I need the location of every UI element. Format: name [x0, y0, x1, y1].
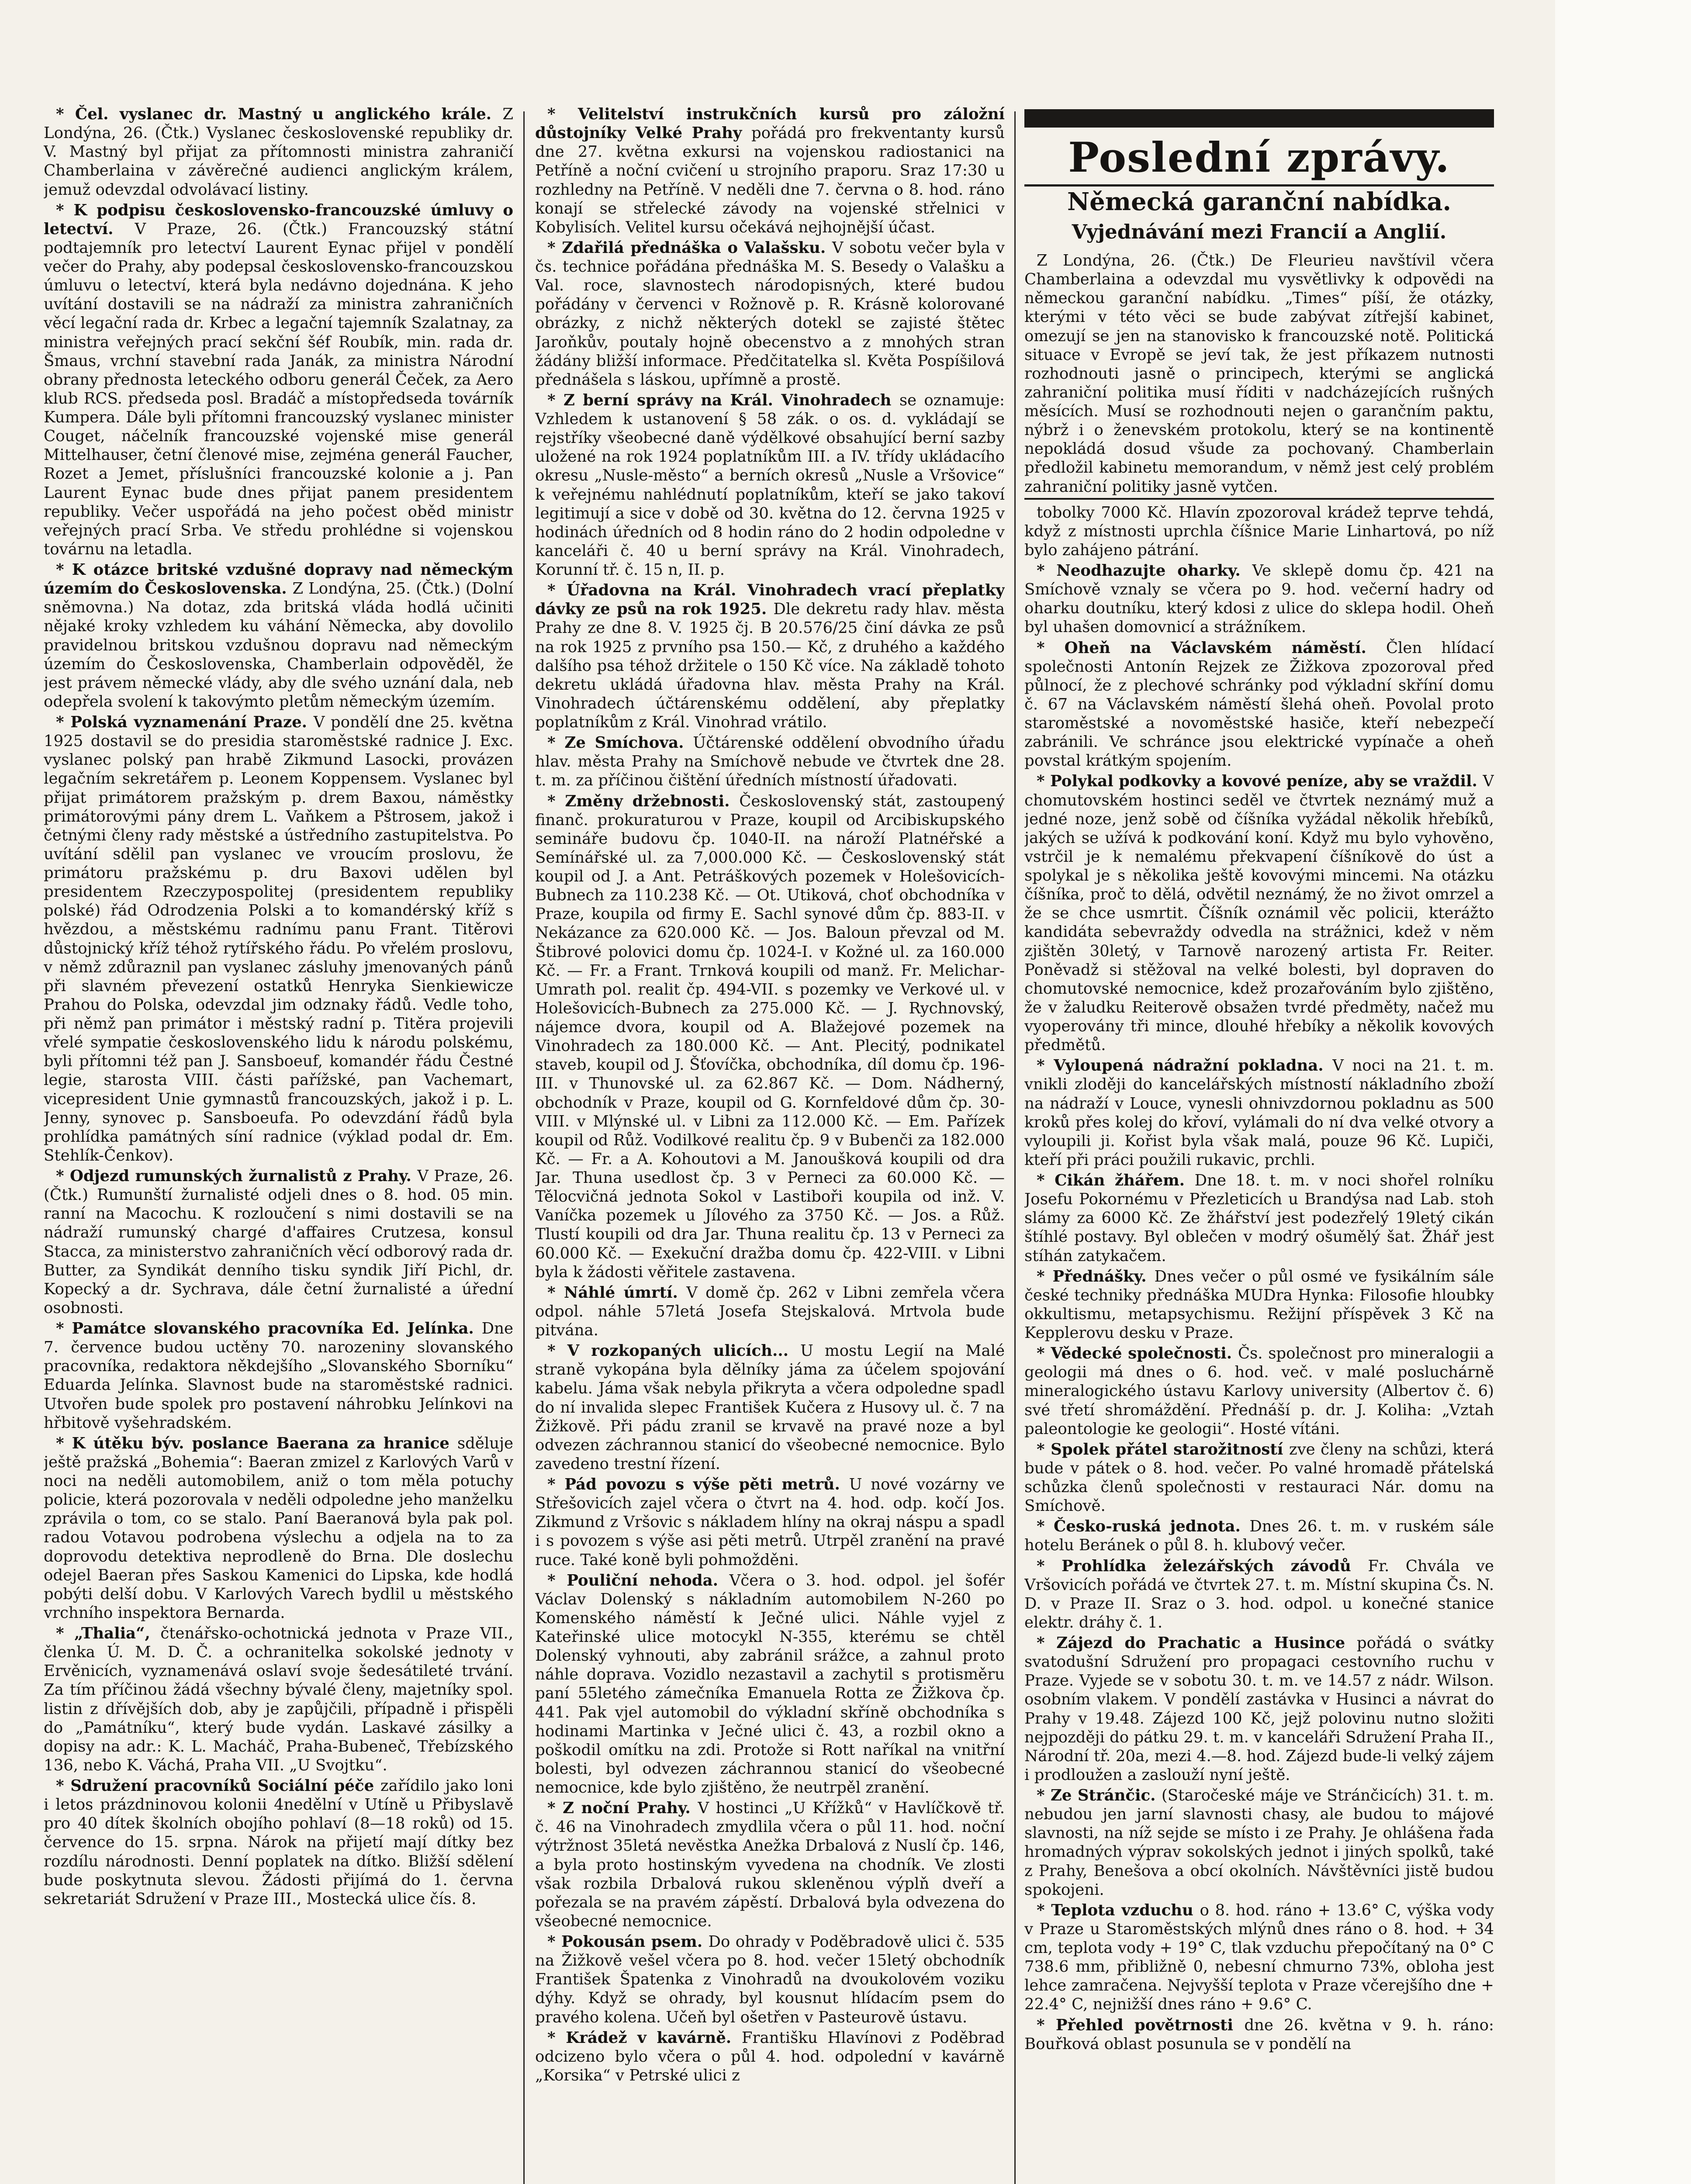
- news-item: [1024, 1557, 1494, 1632]
- news-item: [1024, 1344, 1494, 1438]
- news-item-heading: * Oheň na Václavském náměstí.: [1037, 639, 1386, 657]
- news-item-heading: * Vyloupená nádražní pokladna.: [1037, 1057, 1333, 1075]
- news-item-text: V domě čp. 262 v Libni zemřela včera odpol. náhle 57letá Josefa Stejskalová. Mrtvola bude pitvána.: [535, 1283, 1005, 1339]
- news-item-text: V noci na 21. t. m. vnikli zloději do kancelářských místností nákladního zboží na nádraží v Louce, vynesli ohnivzdornou pokladnu as 500 kroků přes kolej do křoví, vylámali do ní dva velké otvory a vyloupili ji. Kořist byla však malá, pouze 96 Kč. Lupiči, kteří při práci použili rukavic, prchli.: [1024, 1057, 1494, 1169]
- news-item-heading: * Pokousán psem.: [547, 1933, 709, 1951]
- news-item-heading: * Zdařilá přednáška o Valašsku.: [547, 238, 832, 257]
- news-item: [44, 1319, 513, 1432]
- news-item-heading: * Pád povozu s výše pěti metrů.: [547, 1476, 849, 1493]
- news-item-heading: * K otázce britské vzdušné dopravy nad německým územím do Československa.: [44, 561, 513, 598]
- news-item-text: (Staročeské máje ve Stránčicích) 31. t. m. nebudou jen jarní slavnosti chasy, ale budou to májové slavnosti, na níž sejde se místo i ze Prahy. Je ohlášena řada hromadných výprav sokolských jednot i jiných spolků, také z Prahy, Benešova a obcí okolních. Návštěvníci jistě budou spokojeni.: [1024, 1787, 1494, 1899]
- news-item-text: Do ohrady v Poděbradově ulici č. 535 na Žižkově vešel včera po 8. hod. večer 15letý obchodník František Špatenka z Vinohradů na dvoukolovém voziku dýhy. Když se ohrady, byl kousnut hlídacím psem do pravého kolena. Učeň byl ošetřen v Pasteurově ústavu.: [535, 1933, 1005, 2026]
- news-item-text: U mostu Legií na Malé straně vykopána byla dělníky jáma za účelem spojování kabelu. Jáma však nebyla přikryta a včera odpoledne spadl do ní invalida slepec František Kučera z Husovy ul. č. 7 na Žižkově. Při pádu zranil se krvavě na pravé noze a byl odvezen záchrannou stanicí do všeobecné nemocnice. Bylo zavedeno trestní řízení.: [535, 1342, 1005, 1473]
- news-item-text: Účtárenské oddělení obvodního úřadu hlav. města Prahy na Smíchově nebude ve čtvrtek dne 28. t. m. za příčinou čištění úředních místností úřadovati.: [535, 734, 1005, 790]
- section-masthead: Poslední zprávy.: [1068, 134, 1450, 182]
- news-item-text: V hostinci „U Křížků“ v Havlíčkově tř. č. 46 na Vinohradech zmydlila včera o půl 11. hod. noční výtržnost 35letá nevěstka Anežka Drbalová z Nuslí čp. 146, a byla proto hostinským vyvedena na chodník. Ve zlosti však rozbila Drbalová rukou skleněnou výplň dveří a pořezala se na pravém zápěstí. Drbalová byla odvezena do všeobecné nemocnice.: [535, 1799, 1005, 1930]
- news-item: [1024, 1517, 1494, 1555]
- news-item-text: pořádá o svátky svatodušní Sdružení pro propagaci cestovního ruchu v Praze. Vyjede se v sobotu 30. t. m. ve 14.57 z nádr. Wilson. osobním vlakem. V pondělí zastávka v Husinci a návrat do Prahy v 19.48. Zájezd 100 Kč, jejž polovinu nutno složiti nejpozději do pátku 29. t. m. v kanceláři Sdružení Praha II., Národní tř. 20a, mezi 4.—8. hod. Zájezd bude-li velký zájem i prodloužen a zaslouží nyní ještě.: [1024, 1634, 1494, 1784]
- news-item-text: dne 26. května v 9. h. ráno: Bouřková oblast posunula se v pondělí na: [1024, 2016, 1494, 2053]
- news-item-text: Fr. Chvála ve Vršovicích pořádá ve čtvrtek 27. t. m. Místní skupina Čs. N. D. v Praze II. Sraz o 3. hod. odpol. u konečné stanice elektr. dráhy č. 1.: [1024, 1557, 1494, 1631]
- news-item-text: zve členy na schůzi, která bude v pátek o 8. hod. večer. Po valné hromadě přátelská schůzka členů společnosti v restauraci Nár. domu na Smíchově.: [1024, 1440, 1494, 1515]
- news-item-text: Z Londýna, 25. (Čtk.) (Dolní sněmovna.) Na dotaz, zda britská vláda hodlá učiniti nějaké kroky vzhledem ku váhání Německa, aby dovolilo pravidelnou britskou vzdušnou dopravu nad německým územím do Československa, Chamberlain odpověděl, že jest právem německé vlády, aby dle svého uznání dala, neb odepřela svolení k takovýmto pletům německým územím.: [44, 580, 513, 711]
- masthead-top-band: [1024, 109, 1494, 128]
- news-item-heading: * Památce slovanského pracovníka Ed. Jelínka.: [56, 1320, 482, 1337]
- column-left: [44, 105, 513, 2184]
- news-item-heading: * Úřadovna na Král. Vinohradech vrací přeplatky dávky ze psů na rok 1925.: [535, 581, 1005, 619]
- news-item-heading: * K útěku býv. poslance Baerana za hranice: [56, 1434, 457, 1452]
- news-item-heading: * Přednášky.: [1037, 1267, 1155, 1286]
- news-item-heading: * Polykal podkovky a kovové peníze, aby se vraždil.: [1037, 772, 1483, 791]
- news-item: [44, 1167, 513, 1317]
- news-item: [44, 1624, 513, 1775]
- news-item-heading: * „Thalia“,: [56, 1624, 161, 1642]
- news-item-text: pořádá pro frekventanty kursů dne 27. května exkursi na vojenskou radiostanici na Petříně a noční cvičení u strojního praporu. Sraz 17:30 u rozhledny na Petříně. V neděli dne 7. června o 8. hod. ráno konají se střelecké závody na vojenské střelnici v Kobylisích. Velitel kursu očekává nejhojnější účast.: [535, 124, 1005, 236]
- news-item-heading: * Odjezd rumunských žurnalistů z Prahy.: [56, 1167, 418, 1185]
- news-item: [1024, 639, 1494, 771]
- column-right: [1024, 251, 1494, 2184]
- news-item-heading: * Sdružení pracovníků Sociální péče: [56, 1777, 380, 1795]
- news-item-text: V Praze, 26. (Čtk.) Francouzský státní podtajemník pro letectví Laurent Eynac přijel v pondělí večer do Prahy, aby podepsal československo-francouzskou úmluvu o letectví, která byla nedávno dojednána. K jeho uvítání dostavili se na nádraží za ministra zahraničních věcí legační rada dr. Krbec a legační tajemník Szalatnay, za ministra veřejných prací sekční šéf Roubík, min. rada dr. Šmaus, vrchní stavební rada Janák, za ministra Národní obrany přednosta leteckého odboru generál Čeček, za Aero klub RCS. předseda posl. Bradáč a místopředseda továrník Kumpera. Dále byli přítomni francouzský vyslanec minister Couget, náčelník francouzské vojenské mise generál Mittelhauser, četní členové mise, zejména generál Faucher, Rozet a Jemet, příslušníci francouzské kolonie a j. Pan Laurent Eynac bude dnes přijat panem presidentem republiky. Večer uspořádá na jeho počest oběd ministr veřejných prací Srba. Ve středu prohlédne si vojenskou továrnu na letadla.: [44, 220, 513, 558]
- news-item-heading: * Česko-ruská jednota.: [1037, 1517, 1250, 1536]
- news-item-heading: * Polská vyznamenání Praze.: [56, 713, 314, 731]
- masthead-rule: [1024, 184, 1494, 187]
- news-item-text: U nové vozárny ve Střešovicích zajel včera o čtvrt na 4. hod. odp. kočí Jos. Zikmund z Vršovic s nákladem hlíny na okraj náspu a spadl i s povozem s výše asi pěti metrů. Utrpěl zranění na pravé ruce. Také koně byli pohmožděni.: [535, 1476, 1005, 1569]
- news-item-text: Včera o 3. hod. odpol. jel šofér Václav Dolenský s nákladním automobilem N-260 po Komenského náměstí k Ječné ulici. Náhle vyjel z Kateřinské ulice motocykl N-355, kterému se chtěl Dolenský vyhnouti, aby zabránil srážce, a zahnul proto náhle doprava. Vozidlo nezastavil a zachytil s protisměru paní 55letého zámečníka Emanuela Rotta ze Žižkova čp. 441. Pak vjel automobil do výkladní skříně obchodníka s hodinami Martinka v Ječné ulici č. 43, a rozbil okno a poškodil omítku na zdi. Protože si Rott naříkal na vnitřní bolesti, byl odvezen záchrannou stanicí do všeobecné nemocnice, kde bylo zjištěno, že neutrpěl zranění.: [535, 1571, 1005, 1797]
- sub-headline: Vyjednávání mezi Francií a Anglií.: [1072, 220, 1447, 243]
- news-item: [1024, 1267, 1494, 1343]
- news-item-text: Člen hlídací společnosti Antonín Rejzek ze Žižkova zpozoroval před půlnocí, že z plechové schránky pod výkladní skříní domu č. 67 na Václavském náměstí šlehá oheň. Povolal proto staroměstské a novoměstské hasiče, kteří nebezpečí zabránili. Ve schránce jsou elektrické vypínače a oheň povstal krátkým spojením.: [1024, 639, 1494, 770]
- news-item: [44, 201, 513, 559]
- news-item: [44, 105, 513, 199]
- news-item: [535, 1475, 1005, 1569]
- news-item: [535, 1283, 1005, 1340]
- news-item: [1024, 503, 1494, 560]
- news-item: [535, 1799, 1005, 1931]
- news-item: [44, 1776, 513, 1908]
- news-item-heading: * Pouliční nehoda.: [547, 1571, 730, 1590]
- news-item-text: Dne 7. července budou uctěny 70. narozeniny slovanského pracovníka, redaktora někdejšího „Slovanského Sborníku“ Eduarda Jelínka. Slavnost bude na staroměstské radnici. Utvořen bude spolek pro postavení náhrobku Jelínkovi na hřbitově vyšehradském.: [44, 1320, 513, 1432]
- news-item-text: Z Londýna, 26. (Čtk.) Vyslanec československé republiky dr. V. Mastný byl přijat za přítomnosti ministra zahraničí Chamberlaina v závěrečné audienci anglickým králem, jemuž odevzdal odvolávací listiny.: [44, 105, 513, 199]
- news-item-text: Dle dekretu rady hlav. města Prahy ze dne 8. V. 1925 čj. B 20.576/25 činí dávka ze psů na rok 1925 z prvního psa 150.— Kč, z druhého a každého dalšího psa téhož držitele o 150 Kč více. Na základě tohoto dekretu ukládá úřadovna hlav. města Prahy na Král. Vinohradech účtárenskému oddělení, aby přeplatky poplatníkům z Král. Vinohrad vrátilo.: [535, 600, 1005, 731]
- news-item-text: se oznamuje: Vzhledem k ustanovení § 58 zák. o os. d. vykládají se rejstříky všeobecné daně výdělkové obsahující berní sazby uložené na rok 1924 poplatníkům III. a IV. třídy ukládacího okresu „Nusle-město“ a berních okresů „Nusle a Vršovice“ k veřejnému nahlédnutí poplatníkům, kteří se jako takoví legitimují a sice v době od 30. května do 12. června 1925 v hodinách úředních od 8 hodin ráno do 2 hodin odpoledne v kanceláři č. 40 u berní správy na Král. Vinohradech, Korunní tř. č. 15 n, II. p.: [535, 391, 1005, 579]
- news-item: [535, 238, 1005, 389]
- news-item: [44, 713, 513, 1165]
- news-item-heading: * Cikán žhářem.: [1037, 1171, 1195, 1189]
- news-item-text: Dnes večer o půl osmé ve fysikálním sále české techniky přednáška MUDra Hynka: Filosofie hloubky okkultismu, metapsychismu. Režijní příspěvek 3 Kč na Kepplerovu desku v Praze.: [1024, 1267, 1494, 1342]
- news-item-text: Čs. společnost pro mineralogii a geologii má dnes o 6. hod. več. v malé posluchárně mineralogického ústavu Karlovy university (Albertov č. 6) své třetí shromáždění. Přednáší p. dr. J. Koliha: „Vztah paleontologie ke geologii“. Hosté vítáni.: [1024, 1344, 1494, 1438]
- news-item-text: tobolky 7000 Kč. Hlavín zpozoroval krádež teprve tehdá, když z místnosti uprchla číšnice Marie Linhartová, po níž bylo zahájeno pátrání.: [1024, 503, 1494, 559]
- news-item-text: V Praze, 26. (Čtk.) Rumunští žurnalisté odjeli dnes o 8. hod. 05 min. ranní na Macochu. K rozloučení s nimi dostavili se na nádraží rumunský chargé d'affaires Crutzesa, konsul Stacca, za ministerstvo zahraničních věcí odborový rada dr. Butter, za Syndikát denního tisku syndik Jiří Pichl, dr. Kopecký a dr. Sychrava, dále četní žurnalisté a úřední osobnosti.: [44, 1167, 513, 1317]
- news-item: [1024, 2016, 1494, 2053]
- news-item-heading: * V rozkopaných ulicích...: [547, 1342, 801, 1360]
- page-margin: [1555, 0, 1691, 2184]
- column-middle: [535, 105, 1005, 2184]
- news-item-heading: * Zájezd do Prachatic a Husince: [1037, 1634, 1357, 1652]
- news-item: [535, 733, 1005, 790]
- news-item-heading: * Z berní správy na Král. Vinohradech: [547, 391, 899, 409]
- news-item-text: Dnes 26. t. m. v ruském sále hotelu Beránek o půl 8. h. klubový večer.: [1024, 1517, 1494, 1555]
- news-item-text: V pondělí dne 25. května 1925 dostavil se do presidia staroměstské radnice J. Exc. vyslanec polský pan hrabě Zikmund Lasocki, provázen legačním sekretářem p. Leonem Koppensem. Vyslanec byl přijat primátorem pražským p. drem Baxou, náměstky primátorovými pány drem L. Vaňkem a Pštrosem, jakož i četnými členy rady městské a ústředního zastupitelstva. Po uvítání sdělil pan vyslanec ve vroucím proslovu, že primátoru pražskému p. dru Baxovi udělen byl presidentem Rzeczypospolitej (presidentem republiky polské) řád Odrodzenia Polski a to komandérský kříž s hvězdou, a městskému radnímu panu Frant. Titěrovi důstojnický kříž téhož rytířského řádu. Po vřelém proslovu, v němž zdůraznil pan vyslanec zásluhy jmenovaných pánů při slavném převezení ostatků Henryka Sienkiewicze Prahou do Polska, odevzdal jim odznaky řádů. Vedle toho, při němž pan primátor i městský radní p. Titěra projevili vřelé sympatie československého lidu k národu polskému, byli přítomni též pan J. Sansboeuf, komandér řádu Čestné legie, starosta VIII. části pařížské, pan Vachemart, vicepresident Unie gymnastů francouzských, jakož i p. L. Jenny, synovec p. Sansboeufa. Po odevzdání řádů byla prohlídka památných síní radnice (výklad podal dr. Em. Stehlík-Čenkov).: [44, 713, 513, 1165]
- news-item: [535, 1932, 1005, 2027]
- news-item-heading: * Změny držebnosti.: [547, 792, 740, 810]
- news-item: [1024, 1056, 1494, 1169]
- news-item-heading: * Přehled povětrnosti: [1037, 2016, 1245, 2034]
- news-item: [44, 1434, 513, 1622]
- news-item-text: V sobotu večer byla v čs. technice pořádána přednáška M. S. Besedy o Valašku a Val. roce, slavnostech národopisných, které budou pořádány v červenci v Rožnově p. R. Krásně kolorované obrázky, z nichž některých dotekl se zajisté štětec Jaroňkův, poutaly hojně obecenstvo a z mnohých stran žádány bližší informace. Předčitatelka sl. Květa Pospíšilová přednášela s láskou, upřímně a prostě.: [535, 238, 1005, 389]
- news-item-heading: * Ze Stránčic.: [1037, 1787, 1162, 1804]
- news-item: [535, 105, 1005, 237]
- news-item-heading: * Čel. vyslanec dr. Mastný u anglického krále.: [56, 105, 503, 123]
- news-item: [44, 560, 513, 711]
- news-item-text: Dne 18. t. m. v noci shořel rolníku Josefu Pokornému v Přezleticích u Brandýsa nad Lab. stoh slámy za 6000 Kč. Ze žhářství jest podezřelý 19letý cikán štíhlé postavy. Byl oblečen v modrý ošumělý šat. Žhář jest stíhán zatykačem.: [1024, 1171, 1494, 1265]
- news-item-text: zařídilo jako loni i letos prázdninovou kolonii 4nedělní v Utíně u Přibyslavě pro 40 dítek školních obojího pohlaví (8—18 roků) od 15. července do 15. srpna. Nárok na přijetí mají dítky bez rozdílu národnosti. Denní poplatek na dítko. Bližší sdělení bude poskytnuta slevou. Žádosti přijímá do 1. června sekretariát Sdružení v Praze III., Mostecká ulice čís. 8.: [44, 1777, 513, 1908]
- news-item-text: čtenářsko-ochotnická jednota v Praze VII., členka Ú. M. D. Č. a ochranitelka sokolské jednoty v Ervěnicích, vyznamenává oslaví svoje šedesátileté trvání. Za tím příčinou žádá všechny bývalé členy, majetníky spol. listin z dřívějších dob, aby je zapůjčili, případně i přispěli do „Památníku“, který bude vydán. Laskavé zásilky a dopisy na adr.: K. L. Macháč, Praha-Bubeneč, Třebízského 136, nebo K. Váchá, Praha VII. „U Svojtku“.: [44, 1624, 513, 1774]
- news-item-text: Z Londýna, 26. (Čtk.) De Fleurieu navštívil včera Chamberlaina a odevzdal mu vysvětlivky k odpovědi na německou garanční nabídku. „Times“ píší, že otázky, kterými v této věci se bude zabývat zítřejší kabinet, omezují se jen na stanovisko k francouzské notě. Politická situace v Evropě se jeví tak, že jest příkazem nutnosti rozhodnouti jasně o principech, kterými se anglická zahraniční politika musí říditi v nadcházejících rušných měsících. Musí se rozhodnouti nejen o garančním paktu, nýbrž i o ženevském protokolu, který se na kontinentě nepokládá dosud všude za pochovaný. Chamberlain předložil kabinetu memorandum, v němž jest celý problém zahraniční politiky jasně vytčen.: [1024, 252, 1494, 496]
- news-item-heading: * Z noční Prahy.: [547, 1799, 698, 1818]
- news-item: [1024, 772, 1494, 1054]
- news-item-text: Ve sklepě domu čp. 421 na Smíchově vznaly se včera po 9. hod. večerní hadry od oharku doutníku, který kdosi z ulice do sklepa hodil. Oheň byl uhašen domovnicí a strážníkem.: [1024, 562, 1494, 636]
- news-item-text: sděluje ještě pražská „Bohemia“: Baeran zmizel z Karlových Varů v noci na neděli automobilem, aniž o tom měla potuchy policie, která pozorovala v neděli odpoledne jeho manželku zprávila o tom, co se stalo. Paní Baeranová byla pak pol. radou Votavou podrobena výslechu a odjela na to za doprovodu detektiva neprodleně do Brna. Dle doslechu odejel Baeran přes Saskou Kamenici do Lipska, kde hodlá pobýti delší dobu. V Karlových Varech bydlil u městského vrchního inspektora Bernarda.: [44, 1434, 513, 1622]
- news-item: [535, 391, 1005, 579]
- section-rule: [1024, 498, 1494, 500]
- news-item: [535, 1571, 1005, 1797]
- news-item: [535, 792, 1005, 1282]
- news-item-heading: * Neodhazujte oharky.: [1037, 562, 1252, 580]
- news-item: [1024, 1901, 1494, 2014]
- news-item-heading: * Velitelství instrukčních kursů pro záložní důstojníky Velké Prahy: [535, 105, 1005, 142]
- news-item-heading: * Náhlé úmrtí.: [547, 1283, 687, 1302]
- news-item-heading: * Vědecké společnosti.: [1037, 1344, 1238, 1363]
- news-item-text: Československý stát, zastoupený finanč. prokuraturou v Praze, koupil od Arcibiskupského semináře budovu čp. 1040-II. na nároží Platnéřské a Semínářské ul. za 7,000.000 Kč. — Československý stát koupil od J. a Ant. Petráškových pozemek v Holešovicích-Bubnech za 110.238 Kč. — Ot. Utiková, choť obchodníka v Praze, koupila od firmy E. Sachl synové dům čp. 883-II. v Nekázance za 620.000 Kč. — Jos. Baloun převzal od M. Štibrové polovici domu čp. 1024-I. v Kožné ul. za 160.000 Kč. — Fr. a Frant. Trnková koupili od manž. Fr. Melichar-Umrath pol. realit čp. 494-VII. s pozemky ve Verkové ul. v Holešovicích-Bubnech za 275.000 Kč. — J. Rychnovský, nájemce dvora, koupil od A. Blažejové pozemek na Vinohradech za 180.000 Kč. — Ant. Plecitý, podnikatel staveb, koupil od J. Šťovíčka, obchodníka, díl domu čp. 196-III. v Thunovské ul. za 62.867 Kč. — Dom. Nádherný, obchodník v Praze, koupil od G. Kornfeldové dům čp. 30-VIII. v Mlýnské ul. v Libni za 112.000 Kč. — Em. Pařízek koupil od Růž. Vodilkové realitu čp. 9 v Bubenči za 182.000 Kč. — Fr. a A. Kohoutovi a M. Janoušková koupili od dra Jar. Thuna usedlost čp. 3 v Perneci za 60.000 Kč. — Tělocvičná jednota Sokol v Lastiboři koupila od inž. V. Vaníčka pozemek u Jílového za 3750 Kč. — Jos. a Růž. Tlustí koupili od dra Jar. Thuna realitu čp. 13 v Perneci za 60.000 Kč. — Exekuční dražba domu čp. 422-VIII. v Libni byla k žádosti věřitele zastavena.: [535, 792, 1005, 1281]
- news-item: [1024, 561, 1494, 637]
- news-item-heading: * Krádež v kavárně.: [547, 2028, 742, 2047]
- news-item: [535, 1341, 1005, 1473]
- news-item-heading: * K podpisu československo-francouzské úmluvy o letectví.: [44, 201, 513, 238]
- news-item: [1024, 1786, 1494, 1899]
- news-item: [1024, 251, 1494, 496]
- news-item-heading: * Ze Smíchova.: [547, 734, 693, 752]
- news-item: [535, 2028, 1005, 2085]
- column-divider: [1014, 111, 1016, 2184]
- news-item-heading: * Teplota vzduchu: [1037, 1901, 1200, 1919]
- main-headline: Německá garanční nabídka.: [1067, 187, 1452, 216]
- news-item: [1024, 1171, 1494, 1265]
- news-item: [535, 581, 1005, 732]
- column-divider: [523, 111, 525, 2184]
- news-item: [1024, 1440, 1494, 1516]
- news-item-text: o 8. hod. ráno + 13.6° C, výška vody v Praze u Staroměstských mlýnů dnes ráno o 8. hod. + 34 cm, teplota vody + 19° C, tlak vzduchu přepočítaný na 0° C 738.6 mm, přibližně 0, nebesní chmurno 73%, obloha jest lehce zamračena. Nejvyšší teplota v Praze včerejšího dne + 22.4° C, nejnižší dnes ráno + 9.6° C.: [1024, 1901, 1494, 2014]
- news-item-text: Františku Hlavínovi z Poděbrad odcizeno bylo včera o půl 4. hod. odpolední v kavárně „Korsika“ v Petrské ulici z: [535, 2028, 1005, 2084]
- news-item: [1024, 1634, 1494, 1784]
- news-item-heading: * Prohlídka železářských závodů: [1037, 1557, 1368, 1575]
- news-item-text: V chomutovském hostinci seděl ve čtvrtek neznámý muž a jedné noze, jenž sobě od číšníka vyžádal několik hřebíků, jakých se užívá k podkování koní. Když mu bylo vyhověno, vstrčil je k nemalému překvapení číšníkově do úst a spolykal je s několika ještě kovovými mincemi. Na otázku číšníka, proč to dělá, odvětil neznámý, že no život omrzel a že se chce usmrtit. Číšník oznámil věc policii, kterážto kandidáta sebevraždy odvedla na strážnici, kdež v něm zjištěn 30letý, v Tarnově narozený artista Fr. Reiter. Poněvadž si stěžoval na velké bolesti, byl dopraven do chomutovské nemocnice, kdež prozařováním bylo zjištěno, že v žaludku Reiterově obsažen tvrdé předměty, načež mu vyoperovány tři mince, dlouhé hřebíky a několik kovových předmětů.: [1024, 772, 1494, 1054]
- news-item-heading: * Spolek přátel starožitností: [1037, 1440, 1289, 1458]
